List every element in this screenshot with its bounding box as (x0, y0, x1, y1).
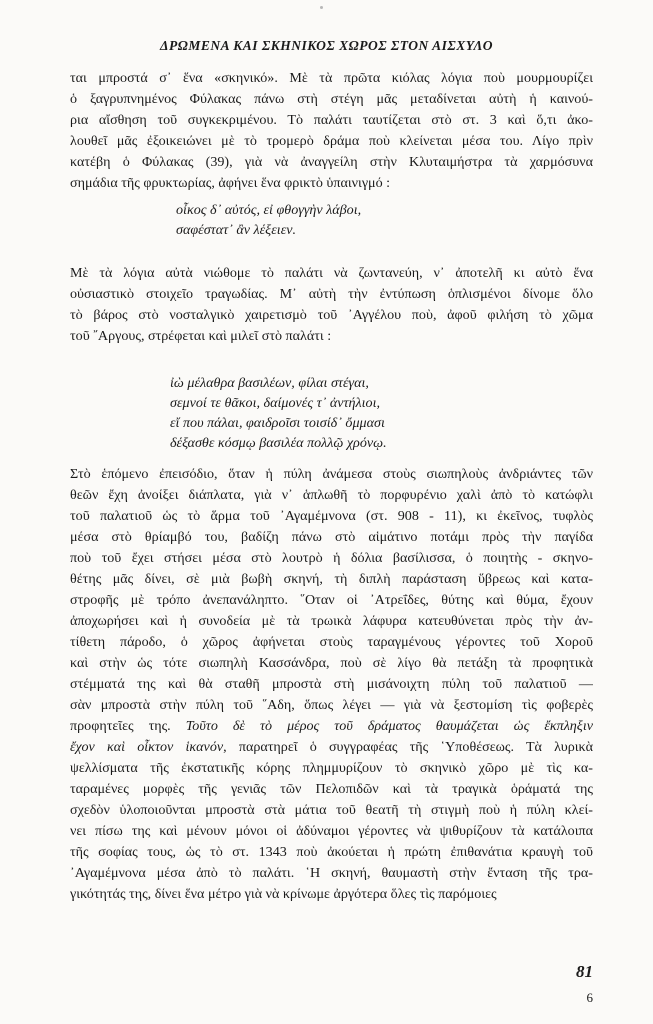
paragraph-2 (70, 263, 593, 347)
text-line: μέσα στὸ θρίαμβό του, βαδίζη πάνω στὸ αἱμάτινο ποτάμι πρὸς τὴν παγίδα (70, 529, 593, 545)
text-line: νει πίσω της καὶ μένουν μόνοι οἱ ἀδύναμοι γέροντες νὰ ψιθυρίζουν τὰ κατάλοιπα (70, 823, 593, 839)
text-line: στροφῆς μὲ τρόπο ἀνεπανάληπτο. ῞Οταν οἱ ᾽Ατρεΐδες, θύτης καὶ θύμα, ἔχουν (70, 592, 593, 608)
text-line: ρια αἴσθηση τοῦ συγκεκριμένου. Τὸ παλάτι ταυτίζεται στὸ στ. 3 καὶ ὅ,τι ἀκο- (70, 112, 593, 128)
verse-line: δέξασθε κόσμῳ βασιλέα πολλῷ χρόνῳ. (170, 435, 387, 451)
page-number: 81 (576, 962, 593, 981)
verse-line: εἴ που πάλαι, φαιδροῖσι τοισίδ᾽ ὄμμασι (170, 415, 385, 431)
text-line: θέτης μᾶς δίνει, σὲ μιὰ βωβὴ σκηνή, τὴ διπλὴ παράσταση ὕβρεως καὶ κατα- (70, 571, 593, 587)
text-line: ἔχον καὶ οἶκτον ἱκανόν, παρατηρεῖ ὁ συγγραφέας τῆς ῾Υποθέσεως. Τὰ λυρικὰ (70, 739, 593, 755)
text-line: οὐσιαστικὸ στοιχεῖο τραγωδίας. Μ᾽ αὐτὴ τὴν ἐντύπωση ὁπλισμένοι δίνομε ὅλο (70, 286, 593, 302)
text-line: τίθετη πάροδο, ὁ χῶρος ἀφήνεται στοὺς ταραγμένους γέροντες τοῦ Χοροῦ (70, 634, 593, 650)
text-line: τοῦ παλατιοῦ ὡς τὸ ἅρμα τοῦ ᾽Αγαμέμνονα (στ. 908 - 11), κι ἐκεῖνος, τυφλὸς (70, 508, 593, 524)
verse-line: ἰὼ μέλαθρα βασιλέων, φίλαι στέγαι, (170, 375, 369, 391)
text-line: λουθεῖ μᾶς ἐξοικειώνει μὲ τὸ τρομερὸ δράμα ποὺ κλείνεται μέσα του. Λίγο πρὶν (70, 133, 593, 149)
text-line: ψελλίσματα τῆς ἐκστατικῆς κόρης πλημμυρίζουν τὸ σκηνικὸ χῶρο μὲ τὶς κα- (70, 760, 593, 776)
page-speck (320, 6, 323, 9)
text-line: ὁ ξαγρυπνημένος Φύλακας πάνω στὴ στέγη μᾶς μεταδίνεται αὐτὴ ἡ καινού- (70, 91, 593, 107)
paragraph-1 (70, 68, 593, 194)
verse-quote-1 (176, 200, 361, 240)
paragraph-3 (70, 464, 593, 905)
text-line: ται μπροστά σ᾽ ἕνα «σκηνικό». Μὲ τὰ πρῶτα κιόλας λόγια ποὺ μουρμουρίζει (70, 70, 593, 86)
text-line: ταραμένες μορφὲς τῆς γενιᾶς τῶν Πελοπιδῶν καὶ τὰ τραγικὰ ὁράματά της (70, 781, 593, 797)
text-line: κατέβη ὁ Φύλακας (39), γιὰ νὰ ἀναγγείλη στὴν Κλυταιμήστρα τὰ χαρμόσυνα (70, 154, 593, 170)
verse-line: σεμνοί τε θᾶκοι, δαίμονές τ᾽ ἀντήλιοι, (170, 395, 381, 411)
text-line: Μὲ τὰ λόγια αὐτὰ νιώθομε τὸ παλάτι νὰ ζωντανεύη, ν᾽ ἀποτελῆ κι αὐτὸ ἕνα (70, 265, 593, 281)
verse-line: οἶκος δ᾽ αὐτός, εἰ φθογγὴν λάβοι, (176, 202, 362, 218)
text-line: σημάδια τῆς φρυκτωρίας, ἀφήνει ἕνα φρικτὸ ὑπαινιγμό : (70, 175, 391, 191)
signature-mark: 6 (586, 990, 593, 1005)
text-line: στέμματά της καὶ θὰ σταθῆ μπροστὰ στὴ μισάνοιχτη πύλη τοῦ παλατιοῦ — (70, 676, 593, 692)
text-line: θεῶν ἔχη ἀνοίξει διάπλατα, γιὰ ν᾽ ἁπλωθῆ τὸ πορφυρένιο χαλὶ ἀπὸ τὸ κατώφλι (70, 487, 593, 503)
text-line: τῆς σοφίας τους, ὡς τὸ στ. 1343 ποὺ ἀκούεται ἡ πρώτη ἐπιθανάτια κραυγὴ τοῦ (70, 844, 593, 860)
text-line: καὶ στὴν ὡς τότε σιωπηλὴ Κασσάνδρα, ποὺ σὲ λίγο θὰ πετάξη τὰ προφητικὰ (70, 655, 593, 671)
text-line: τοῦ ῎Αργους, στρέφεται καὶ μιλεῖ στὸ παλάτι : (70, 328, 332, 344)
text-line: γικότητάς της, δίνει ἕνα μέτρο γιὰ νὰ κρίνωμε ἀργότερα ὅλες τὶς παρόμοιες (70, 886, 497, 902)
text-line: ἀποχωρήσει καὶ ἡ συνοδεία μὲ τὰ τρωικὰ λάφυρα κατευθύνεται πρὸς τὴν ἀν- (70, 613, 593, 629)
text-line: σὰν μπροστὰ στὴν πύλη τοῦ ῞Αδη, ὅπως λέγει — γιὰ νὰ ξεστομίση τὶς φοβερὲς (70, 697, 593, 713)
text-line: σχεδὸν ὑλοποιοῦνται μπροστὰ στὰ μάτια τοῦ θεατῆ τὴ στιγμὴ ποὺ ἡ πύλη κλεί- (70, 802, 593, 818)
verse-quote-2 (170, 373, 387, 453)
running-header: ΔΡΩΜΕΝΑ ΚΑΙ ΣΚΗΝΙΚΟΣ ΧΩΡΟΣ ΣΤΟΝ ΑΙΣΧΥΛΟ (160, 38, 493, 53)
text-line: τὸ βάρος στὸ νοσταλγικὸ χαιρετισμὸ τοῦ ᾽Αγγέλου ποὺ, ἀφοῦ φιλήση τὸ χῶμα (70, 307, 593, 323)
verse-line: σαφέστατ᾽ ἂν λέξειεν. (176, 222, 297, 238)
text-line: Στὸ ἑπόμενο ἐπεισόδιο, ὅταν ἡ πύλη ἀνάμεσα στοὺς σιωπηλοὺς ἀνδριάντες τῶν (70, 466, 593, 482)
text-line: ᾽Αγαμέμνονα μέσα ἀπὸ τὸ παλάτι. ῾Η σκηνή, θαυμαστὴ στὴν ἔνταση τῆς τρα- (70, 865, 593, 881)
text-line: ποὺ τοῦ ἔχει στήσει μέσα στὸ λουτρὸ ἡ δόλια βασίλισσα, ὁ ποιητὴς - σκηνο- (70, 550, 593, 566)
text-line: προφητεῖες της. Τοῦτο δὲ τὸ μέρος τοῦ δράματος θαυμάζεται ὡς ἔκπληξιν (70, 718, 593, 734)
